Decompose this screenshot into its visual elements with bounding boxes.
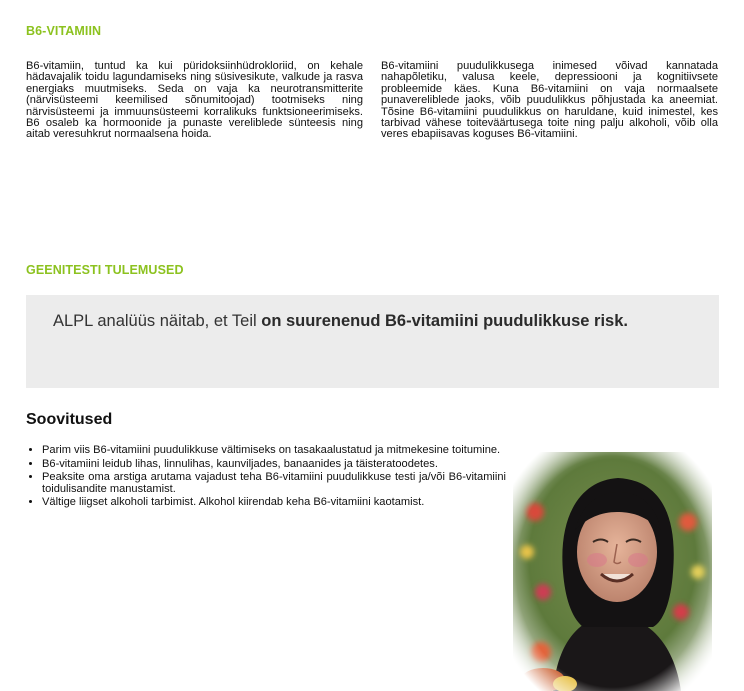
result-statement [53, 312, 693, 331]
photo-illustration [513, 452, 712, 691]
result-highlight: on suurenenud B6-vitamiini puudulikkuse risk. [261, 312, 628, 330]
vitamin-section-title: B6-VITAMIIN [26, 24, 102, 38]
recommendation-item: • B6-vitamiini leidub lihas, linnulihas, kaunviljades, banaanides ja täisteratoodetes. [42, 459, 506, 471]
recommendation-item: • Parim viis B6-vitamiini puudulikkuse vältimiseks on tasakaalustatud ja mitmekesine toitumine. [42, 445, 506, 457]
result-box [26, 295, 719, 388]
recommendation-item: • Vältige liigset alkoholi tarbimist. Alkohol kiirendab keha B6-vitamiini kaotamist. [42, 497, 506, 509]
result-prefix: ALPL analüüs näitab, et Teil [53, 312, 262, 330]
recommendations-title: Soovitused [26, 411, 113, 428]
vitamin-description-left: B6-vitamiin, tuntud ka kui püridoksiinhüdrokloriid, on kehale hädavajalik toidu lagundamiseks ning süsivesikute, valkude ja rasva energiaks muutmiseks. Seda on vaja ka neurotransmitterite (närvisüsteemi keemilised sõnumitoojad) tootmiseks ning närvisüsteemi ja immuunsüsteemi korralikuks funktsioneerimiseks. B6 osaleb ka hormoonide ja punaste vereliblede sünteesis ning aitab veresuhkrut normaalsena hoida. [26, 60, 363, 141]
results-section-title: GEENITESTI TULEMUSED [26, 263, 184, 277]
recommendations-list [26, 445, 506, 511]
recommendation-item: • Peaksite oma arstiga arutama vajadust teha B6-vitamiini puudulikkuse testi ja/või B6-vitamiini toidulisandite manustamist. [42, 472, 506, 495]
vitamin-description-right: B6-vitamiini puudulikkusega inimesed võivad kannatada nahapõletiku, valusa keele, depressiooni ja kognitiivsete probleemide käes. Kuna B6-vitamiini on vaja normaalsete punavereliblede jaoks, võib puudulikkus põhjustada ka aneemiat. Tõsine B6-vitamiini puudulikkus on haruldane, kuid inimestel, kes tarbivad vähese toiteväärtusega toite ning palju alkoholi, võib olla veres ebapiisavas koguses B6-vitamiini. [381, 60, 718, 141]
elderly-woman-photo [513, 452, 712, 691]
